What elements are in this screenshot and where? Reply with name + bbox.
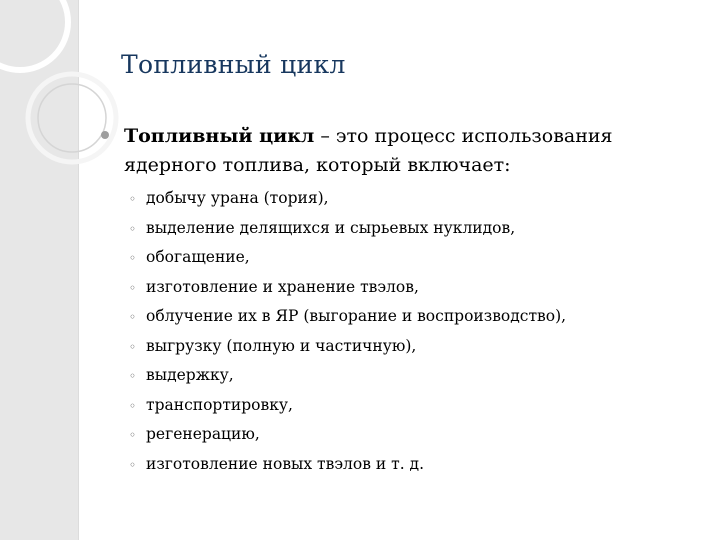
list-item [129, 214, 566, 244]
sub-bullet-icon: ◦ [129, 310, 137, 324]
sub-bullet-icon: ◦ [129, 398, 137, 413]
sub-bullet-icon: ◦ [129, 280, 137, 295]
list-item-text: обогащение, [146, 248, 250, 266]
list-item-text: выгрузку (полную и частичную), [146, 336, 417, 355]
sub-bullet-icon: ◦ [129, 251, 137, 265]
list-item [129, 302, 566, 332]
sub-bullet-icon: ◦ [129, 457, 137, 472]
list-item [129, 420, 566, 450]
slide-title: Топливный цикл [121, 50, 346, 79]
sub-bullet-icon: ◦ [129, 221, 137, 236]
list-item-text: добычу урана (тория), [146, 189, 329, 207]
sub-bullet-icon: ◦ [129, 339, 137, 354]
list-item [129, 450, 566, 480]
list-item [129, 273, 566, 303]
main-bullet-dot [101, 131, 109, 139]
decorative-rings-graphic [0, 0, 130, 200]
fuel-cycle-steps-list [129, 184, 566, 479]
main-bullet-term: Топливный цикл [124, 125, 315, 147]
list-item [129, 391, 566, 421]
sub-bullet-icon: ◦ [129, 192, 137, 206]
list-item-text: регенерацию, [146, 425, 260, 443]
main-bullet-definition: – это процесс использования ядерного топлива, который включает: [124, 125, 613, 176]
list-item-text: выдержку, [146, 366, 234, 384]
list-item-text: выделение делящихся и сырьевых нуклидов, [146, 218, 516, 237]
list-item-text: изготовление новых твэлов и т. д. [146, 454, 425, 473]
list-item-text: транспортировку, [146, 395, 293, 414]
list-item [129, 332, 566, 362]
list-item [129, 361, 566, 391]
list-item [129, 243, 566, 273]
list-item [129, 184, 566, 214]
main-bullet-text [124, 122, 664, 180]
list-item-text: изготовление и хранение твэлов, [146, 277, 419, 296]
sub-bullet-icon: ◦ [129, 369, 137, 383]
sub-bullet-icon: ◦ [129, 428, 137, 442]
list-item-text: облучение их в ЯР (выгорание и воспроизводство), [146, 307, 567, 325]
